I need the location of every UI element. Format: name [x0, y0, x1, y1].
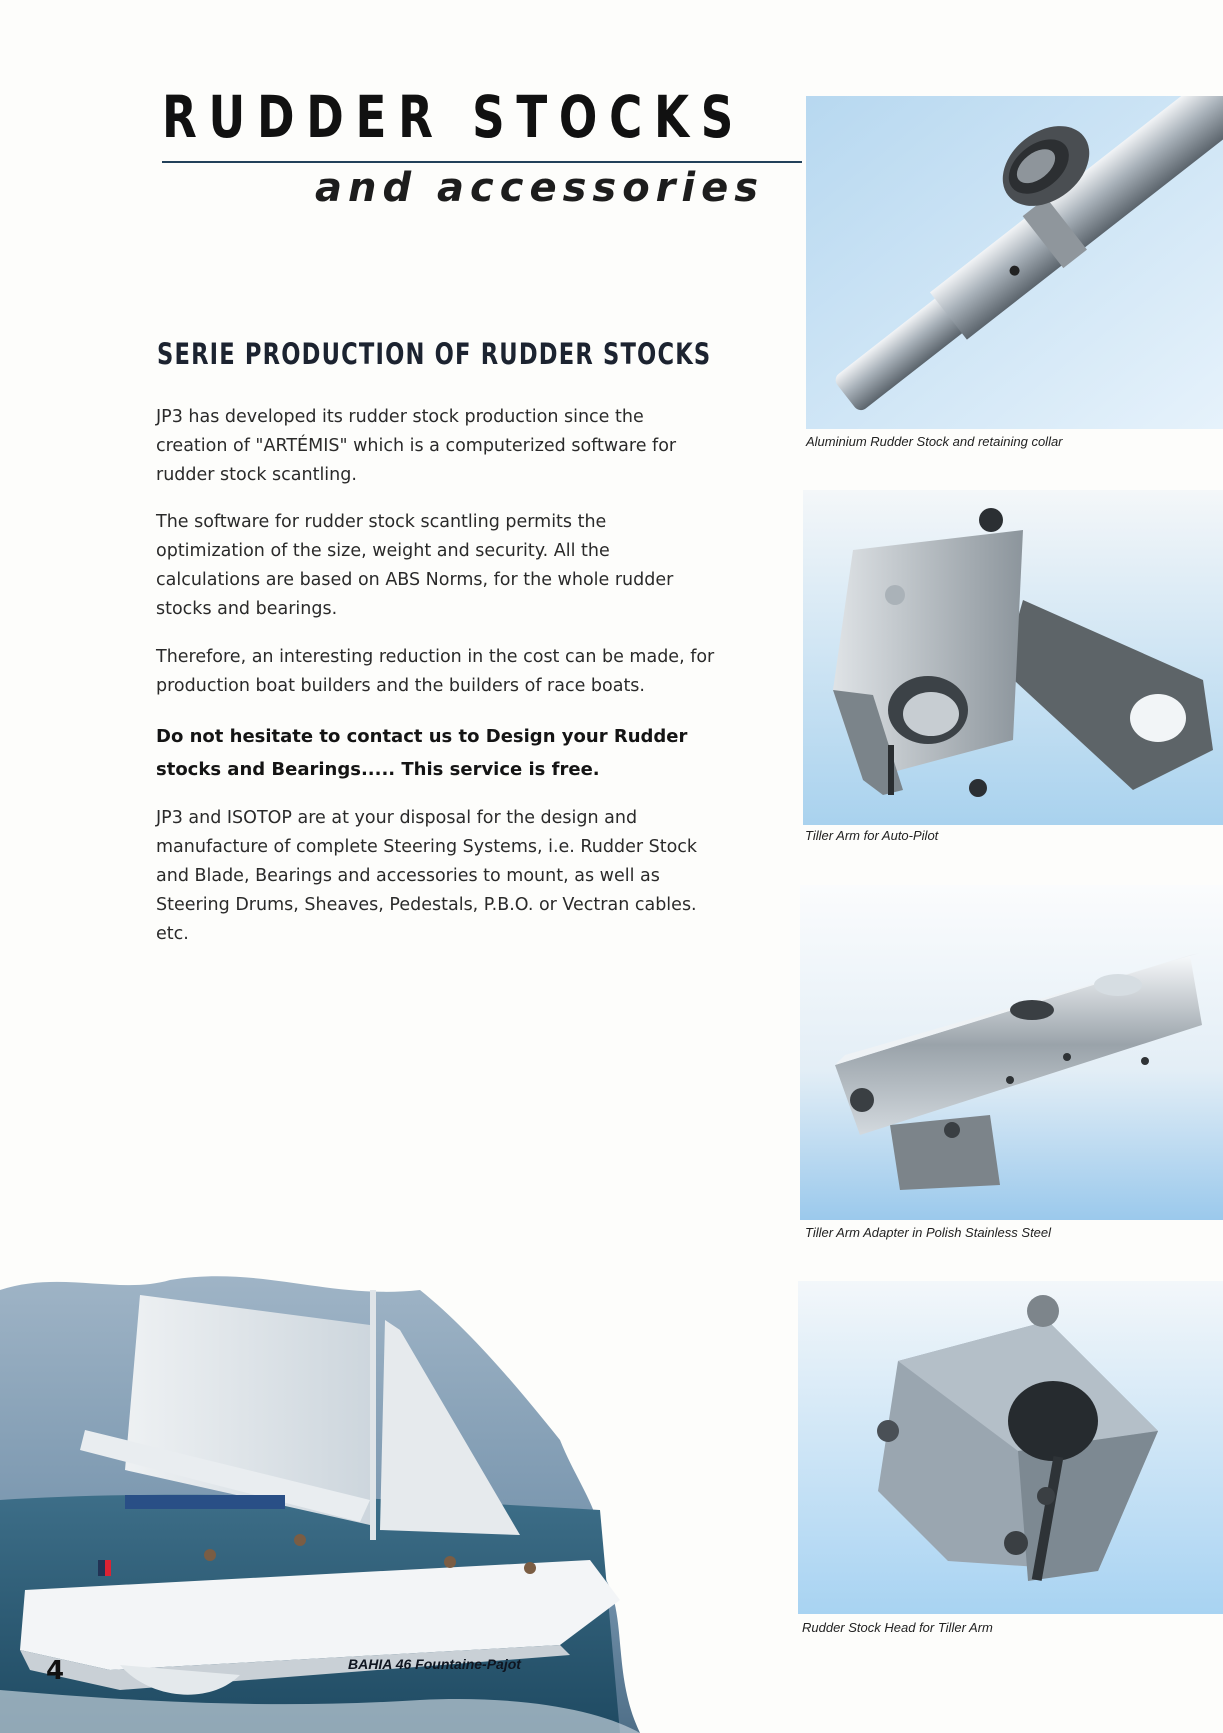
rudder-stock-head-photo — [798, 1281, 1223, 1614]
tiller-arm-caption: Tiller Arm for Auto-Pilot — [805, 828, 939, 843]
paragraph-cost: Therefore, an interesting reduction in the cost can be made, for production boat builders and the builders of race boats. — [156, 647, 715, 696]
rudder-stock-caption: Aluminium Rudder Stock and retaining collar — [806, 434, 1063, 449]
tiller-arm-photo — [803, 490, 1223, 825]
paragraph-software: The software for rudder stock scantling permits the optimization of the size, weight and security. All the calculations are based on ABS Norms, for the whole rudder stocks and bearings. — [156, 512, 674, 619]
page-subtitle: and accessories — [315, 165, 765, 211]
tiller-arm-adapter-caption: Tiller Arm Adapter in Polish Stainless Steel — [805, 1225, 1052, 1240]
rudder-stock-photo — [806, 96, 1223, 429]
paragraph-steering-systems: JP3 and ISOTOP are at your disposal for the design and manufacture of complete Steering Systems, i.e. Rudder Stock and Blade, Bearings and accessories to mount, as well as Steering Drums, Sheaves, Pedestals, P.B.O. or Vectran cables. etc. — [156, 808, 698, 944]
page-number: 4 — [46, 1656, 65, 1686]
title-divider — [162, 161, 802, 163]
contact-callout: Do not hesitate to contact us to Design your Rudder stocks and Bearings..... This service is free. — [156, 726, 688, 780]
tiller-arm-adapter-photo — [800, 885, 1223, 1220]
catamaran-photo — [0, 1270, 640, 1733]
page-title: RUDDER STOCKS — [162, 83, 746, 151]
paragraph-intro: JP3 has developed its rudder stock production since the creation of "ARTÉMIS" which is a computerized software for rudder stock scantling. — [156, 407, 677, 485]
catamaran-caption: BAHIA 46 Fountaine-Pajot — [348, 1656, 521, 1672]
section-heading: SERIE PRODUCTION OF RUDDER STOCKS — [157, 337, 712, 371]
rudder-stock-head-caption: Rudder Stock Head for Tiller Arm — [802, 1620, 993, 1635]
